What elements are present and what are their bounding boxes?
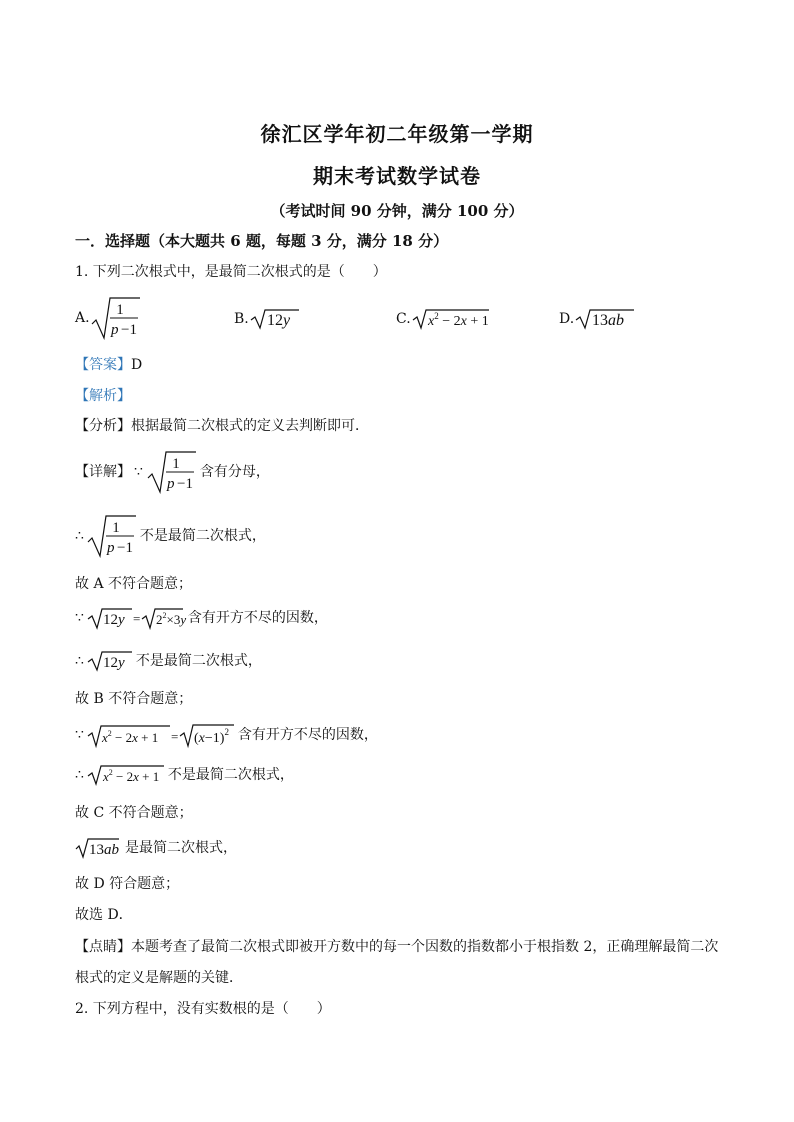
option-a-expr <box>90 294 142 342</box>
detail-line-10-text: 是最简二次根式， <box>125 840 237 856</box>
because-symbol: ∵ <box>75 610 84 626</box>
sqrt-x2-minus-2x-plus-1 <box>86 764 166 786</box>
detail-line-2 <box>75 512 266 560</box>
detail-line-12: 故选 D． <box>75 907 133 923</box>
detail-line-4 <box>75 606 328 630</box>
svg-text:12y: 12y <box>266 312 290 329</box>
svg-text:1: 1 <box>112 520 120 536</box>
detail-line-9: 故 C 不符合题意； <box>75 805 193 821</box>
question-1-stem: 1. 下列二次根式中，是最简二次根式的是（ ） <box>75 264 387 280</box>
answer-tag: 【答案】 <box>75 357 131 373</box>
svg-text:x2 − 2x + 1: $x^2 - 2x + 1$ <box>427 311 489 329</box>
dianjing-tag: 【点睛】 <box>75 939 131 955</box>
page-subtitle: 期末考试数学试卷 <box>313 164 481 188</box>
detail-line-5-text: 不是最简二次根式， <box>135 653 262 669</box>
option-c[interactable] <box>396 308 491 330</box>
svg-text:1: 1 <box>115 302 124 318</box>
detail-line-8-text: 不是最简二次根式， <box>167 767 294 783</box>
sqrt-1-over-p-minus-1 <box>86 512 138 560</box>
option-d-expr <box>574 308 636 330</box>
sqrt-13ab <box>75 837 121 859</box>
page-title: 徐汇区学年初二年级第一学期 <box>260 122 534 146</box>
option-d[interactable] <box>559 308 636 330</box>
svg-text:13ab: 13ab <box>592 312 625 329</box>
therefore-symbol: ∴ <box>75 767 84 783</box>
therefore-symbol: ∴ <box>75 653 84 669</box>
svg-text:(x−1)2: $(x-1)^2$ <box>193 727 229 746</box>
dianjing-line-1 <box>75 937 718 957</box>
detail-line-4-text: 含有开方不尽的因数， <box>187 610 328 626</box>
svg-text:12y: 12y <box>102 655 125 671</box>
svg-text:x2 − 2x + 1: $x^2 - 2x + 1$ <box>101 729 159 745</box>
detail-line-7 <box>75 722 378 748</box>
option-b-expr <box>249 308 301 330</box>
therefore-symbol: ∴ <box>75 528 84 544</box>
question-2-stem: 2. 下列方程中，没有实数根的是（ ） <box>75 1001 331 1017</box>
detail-line-5 <box>75 650 262 672</box>
dianjing-line-2: 根式的定义是解题的关键． <box>75 970 243 986</box>
answer-line <box>75 355 142 375</box>
detail-line-1-text: 含有分母， <box>199 464 270 480</box>
svg-text:22×3y: $2^2\times 3y$ <box>155 611 187 627</box>
svg-text:−1: −1 <box>116 540 133 556</box>
svg-text:x2 − 2x + 1: $x^2 - 2x + 1$ <box>102 768 160 784</box>
detail-tag: 【详解】 <box>75 464 131 480</box>
fenxi-tag: 【分析】 <box>75 418 131 434</box>
option-d-letter: D. <box>559 311 575 327</box>
svg-text:=: = <box>132 611 141 626</box>
fenxi-text: 根据最简二次根式的定义去判断即可． <box>131 418 369 434</box>
option-a-letter: A. <box>75 310 90 326</box>
because-symbol: ∵ <box>75 727 84 743</box>
detail-line-8 <box>75 764 294 786</box>
svg-text:p: p <box>166 476 175 492</box>
svg-text:1: 1 <box>172 456 180 472</box>
detail-line-11: 故 D 符合题意； <box>75 876 180 892</box>
option-a[interactable] <box>75 294 142 342</box>
sqrt-1-over-p-minus-1 <box>146 448 198 496</box>
svg-text:−1: −1 <box>120 322 137 338</box>
sqrt-12y <box>86 650 134 672</box>
option-c-expr <box>411 308 491 330</box>
analysis-tag: 【解析】 <box>75 388 131 404</box>
option-b-letter: B. <box>234 311 249 327</box>
svg-text:p: p <box>106 540 115 556</box>
because-symbol: ∵ <box>134 464 143 480</box>
svg-text:p: p <box>110 322 119 338</box>
section-heading: 一．选择题（本大题共 6 题，每题 3 分，满分 18 分） <box>75 232 449 250</box>
option-c-letter: C. <box>396 311 411 327</box>
detail-line-3: 故 A 不符合题意； <box>75 576 193 592</box>
svg-text:12y: 12y <box>102 612 125 628</box>
detail-line-7-text: 含有开方不尽的因数， <box>237 727 378 743</box>
sqrt-12y-equals-expr <box>86 606 187 630</box>
detail-line-10 <box>75 837 237 859</box>
answer-value: D <box>131 357 143 373</box>
sqrt-x2-minus-2x-plus-1-equals-expr <box>86 722 236 748</box>
dianjing-text-1: 本题考查了最简二次根式即被开方数中的每一个因数的指数都小于根指数 2，正确理解最简二次 <box>131 939 719 955</box>
svg-text:−1: −1 <box>176 476 193 492</box>
exam-info: （考试时间 90 分钟，满分 100 分） <box>270 202 524 220</box>
svg-text:13ab: 13ab <box>89 842 119 858</box>
detail-line-6: 故 B 不符合题意； <box>75 691 193 707</box>
fenxi-line <box>75 416 369 436</box>
svg-text:=: = <box>170 729 179 744</box>
detail-line-1 <box>75 448 270 496</box>
detail-line-2-text: 不是最简二次根式， <box>139 528 266 544</box>
option-b[interactable] <box>234 308 301 330</box>
